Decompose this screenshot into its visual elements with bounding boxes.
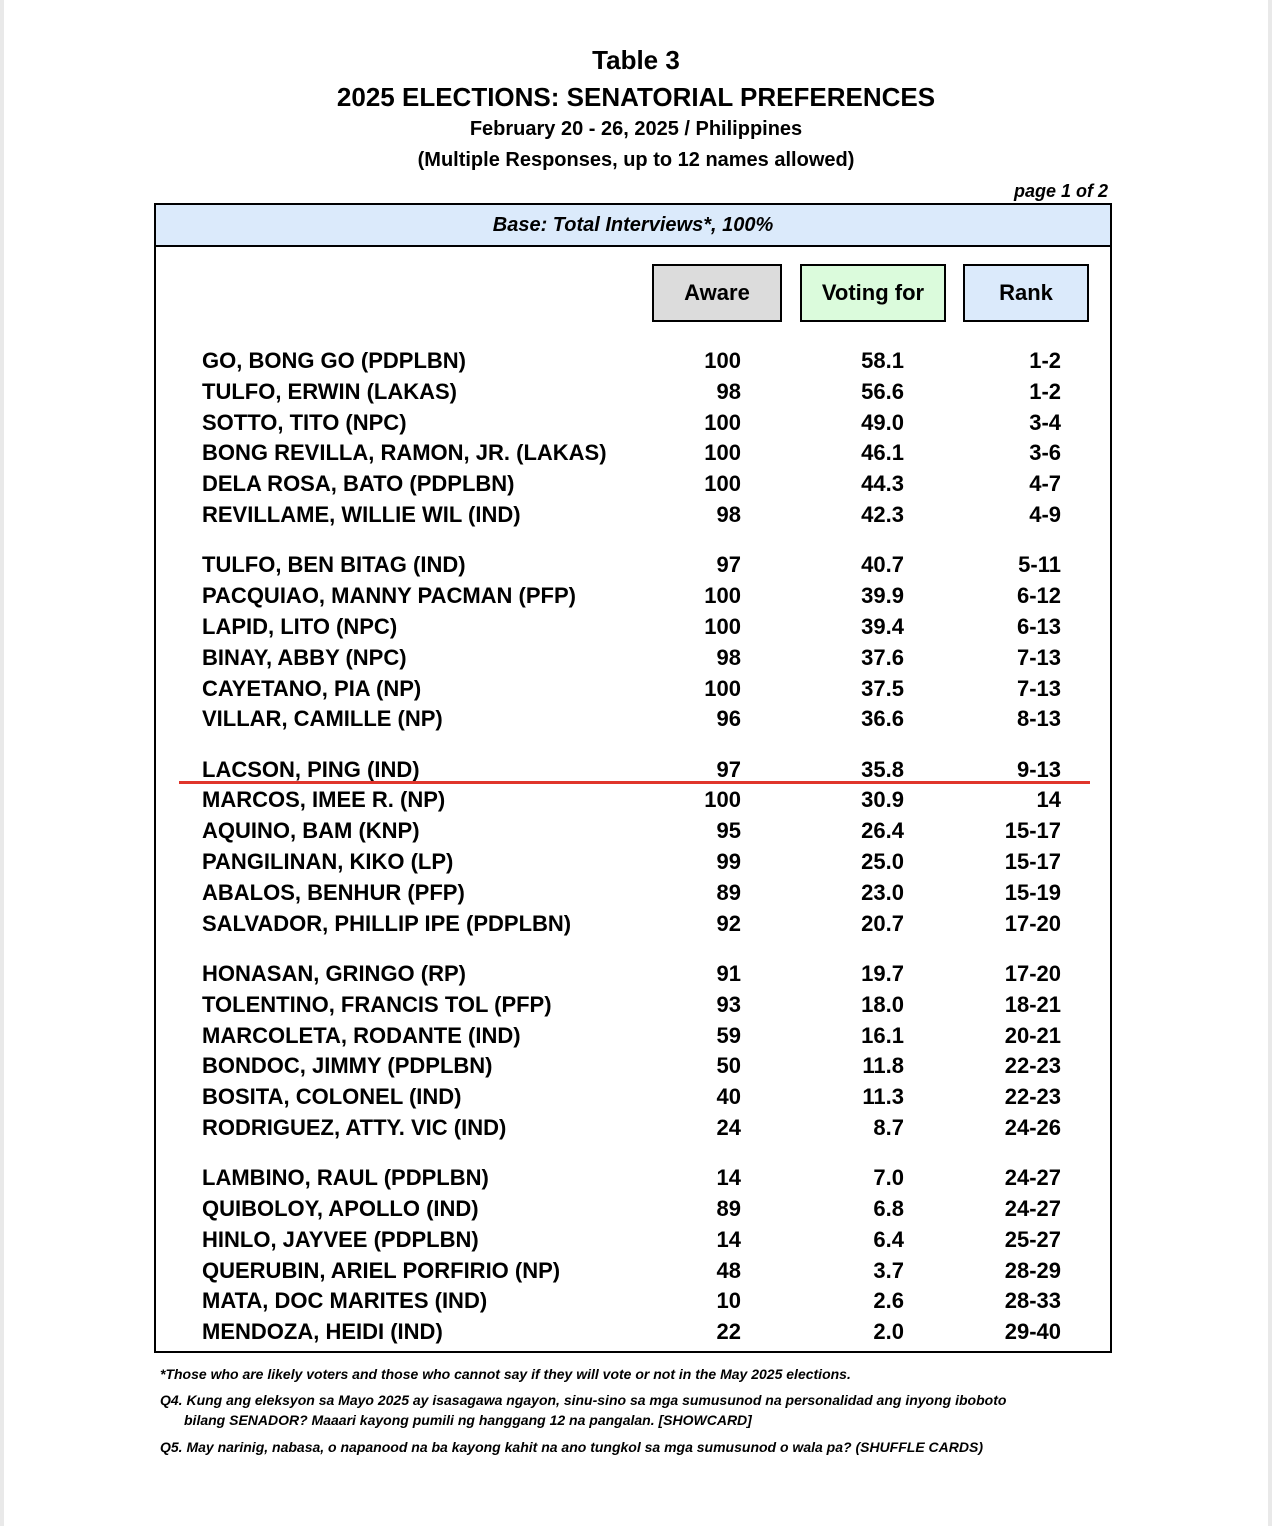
table-row	[0, 438, 1272, 468]
candidate-name: PACQUIAO, MANNY PACMAN (PFP)	[202, 583, 576, 609]
voting-for-value: 2.0	[873, 1319, 904, 1345]
voting-for-value: 39.4	[861, 613, 904, 639]
aware-value: 100	[704, 440, 741, 466]
aware-value: 97	[716, 756, 741, 782]
candidate-name: REVILLAME, WILLIE WIL (IND)	[202, 502, 521, 527]
voting-for-value: 35.8	[861, 756, 904, 782]
table-row	[0, 1286, 1272, 1316]
rank-value: 15-17	[1004, 818, 1061, 844]
voting-for-value: 40.7	[861, 552, 904, 578]
aware-value: 100	[704, 471, 741, 497]
candidate-name: LAMBINO, RAUL (PDPLBN)	[202, 1165, 489, 1191]
footnote-q4-line2: bilang SENADOR? Maaari kayong pumili ng hanggang 12 na pangalan. [SHOWCARD]	[184, 1412, 752, 1428]
voting-for-value: 58.1	[861, 348, 904, 373]
voting-for-value: 11.3	[862, 1084, 904, 1110]
table-row	[0, 408, 1272, 438]
rank-value: 3-6	[1029, 440, 1061, 466]
rank-value: 28-33	[1004, 1288, 1061, 1314]
table-row	[0, 1256, 1272, 1286]
table-row	[0, 581, 1272, 611]
aware-value: 40	[716, 1084, 741, 1110]
aware-value: 99	[716, 849, 741, 874]
candidate-name: VILLAR, CAMILLE (NP)	[202, 706, 443, 732]
rank-value: 24-26	[1004, 1114, 1061, 1140]
rank-value: 4-7	[1029, 471, 1061, 497]
footnote-q4-line1: Q4. Kung ang eleksyon sa Mayo 2025 ay isasagawa ngayon, sinu-sino sa mga sumusunod na personalidad ang inyong iboboto	[160, 1392, 1007, 1408]
rank-value: 6-13	[1016, 613, 1061, 639]
voting-for-value: 37.6	[861, 644, 904, 670]
aware-value: 22	[716, 1319, 741, 1345]
candidate-name: QUIBOLOY, APOLLO (IND)	[202, 1196, 479, 1221]
rank-value: 22-23	[1004, 1053, 1061, 1079]
column-header-aware: Aware	[652, 264, 782, 322]
table-row	[0, 612, 1272, 642]
aware-value: 98	[716, 502, 741, 527]
voting-for-value: 8.7	[873, 1114, 904, 1140]
aware-value: 100	[704, 583, 741, 609]
voting-for-value: 20.7	[861, 910, 904, 936]
aware-value: 95	[716, 818, 741, 844]
rank-value: 17-20	[1004, 960, 1061, 986]
aware-value: 96	[716, 706, 741, 732]
aware-value: 98	[716, 644, 741, 670]
table-row	[0, 1021, 1272, 1051]
aware-value: 89	[716, 879, 741, 905]
aware-value: 48	[716, 1257, 741, 1283]
aware-value: 10	[716, 1288, 741, 1314]
table-row	[0, 990, 1272, 1020]
candidate-name: DELA ROSA, BATO (PDPLBN)	[202, 471, 515, 497]
candidate-name: SOTTO, TITO (NPC)	[202, 409, 407, 435]
candidate-name: GO, BONG GO (PDPLBN)	[202, 348, 466, 373]
page-title: 2025 ELECTIONS: SENATORIAL PREFERENCES	[336, 82, 936, 112]
candidate-name: TULFO, BEN BITAG (IND)	[202, 552, 466, 578]
candidate-name: TULFO, ERWIN (LAKAS)	[202, 378, 458, 404]
table-row	[0, 643, 1272, 673]
rank-value: 25-27	[1004, 1226, 1061, 1252]
voting-for-value: 49.0	[861, 409, 904, 435]
rank-value: 3-4	[1029, 409, 1061, 435]
voting-for-value: 44.3	[861, 471, 904, 497]
candidate-name: SALVADOR, PHILLIP IPE (PDPLBN)	[202, 910, 572, 936]
table-row	[0, 550, 1272, 580]
table-row	[0, 1113, 1272, 1143]
candidate-name: MATA, DOC MARITES (IND)	[202, 1288, 488, 1314]
candidate-name: LAPID, LITO (NPC)	[202, 613, 398, 639]
candidate-name: BOSITA, COLONEL (IND)	[202, 1084, 462, 1110]
response-note: (Multiple Responses, up to 12 names allowed)	[417, 149, 855, 171]
candidate-name: AQUINO, BAM (KNP)	[202, 818, 420, 844]
survey-dates: February 20 - 26, 2025 / Philippines	[469, 118, 803, 140]
voting-for-value: 36.6	[861, 706, 904, 732]
footnote-q5: Q5. May narinig, nabasa, o napanood na ba kayong kahit na ano tungkol sa mga sumusunod o wala pa? (SHUFFLE CARDS)	[160, 1439, 983, 1455]
candidate-name: MARCOLETA, RODANTE (IND)	[202, 1022, 521, 1048]
voting-for-value: 3.7	[873, 1257, 904, 1283]
table-row	[0, 500, 1272, 530]
aware-value: 93	[716, 991, 741, 1017]
candidate-name: CAYETANO, PIA (NP)	[202, 675, 422, 701]
aware-value: 97	[716, 552, 741, 578]
table-row	[0, 909, 1272, 939]
aware-value: 50	[716, 1053, 741, 1079]
rank-value: 8-13	[1016, 706, 1061, 732]
table-row	[0, 816, 1272, 846]
voting-for-value: 6.8	[873, 1196, 904, 1221]
rank-value: 5-11	[1018, 552, 1061, 578]
aware-value: 100	[704, 675, 741, 701]
rank-value: 15-17	[1004, 849, 1061, 874]
table-row	[0, 1317, 1272, 1347]
voting-for-value: 18.0	[861, 991, 904, 1017]
column-header-rank: Rank	[963, 264, 1089, 322]
table-row	[0, 959, 1272, 989]
footnote-q4	[160, 1390, 1030, 1430]
base-label: Base: Total Interviews*, 100%	[156, 205, 1110, 247]
table-row	[0, 1194, 1272, 1224]
candidate-name: BINAY, ABBY (NPC)	[202, 644, 407, 670]
candidate-name: RODRIGUEZ, ATTY. VIC (IND)	[202, 1114, 507, 1140]
table-row	[0, 1225, 1272, 1255]
table-label: Table 3	[592, 45, 680, 75]
candidate-name: MARCOS, IMEE R. (NP)	[202, 787, 446, 813]
candidate-name: ABALOS, BENHUR (PFP)	[202, 879, 465, 905]
table-row	[0, 346, 1272, 376]
rank-value: 28-29	[1004, 1257, 1061, 1283]
candidate-name: MENDOZA, HEIDI (IND)	[202, 1319, 443, 1345]
aware-value: 92	[716, 910, 741, 936]
candidate-name: LACSON, PING (IND)	[202, 756, 420, 782]
candidate-name: TOLENTINO, FRANCIS TOL (PFP)	[202, 991, 552, 1017]
rank-value: 20-21	[1004, 1022, 1061, 1048]
table-row	[0, 847, 1272, 877]
aware-value: 100	[704, 613, 741, 639]
aware-value: 98	[716, 378, 741, 404]
candidate-name: PANGILINAN, KIKO (LP)	[202, 849, 454, 874]
rank-value: 22-23	[1004, 1084, 1061, 1110]
voting-for-value: 7.0	[873, 1165, 904, 1191]
aware-value: 100	[704, 787, 741, 813]
voting-for-value: 23.0	[861, 879, 904, 905]
page-number: page 1 of 2	[1013, 181, 1108, 201]
rank-value: 6-12	[1016, 583, 1061, 609]
aware-value: 91	[716, 960, 741, 986]
top-12-cutoff-line	[179, 781, 1090, 784]
voting-for-value: 2.6	[873, 1288, 904, 1314]
voting-for-value: 6.4	[873, 1226, 904, 1252]
aware-value: 14	[716, 1226, 741, 1252]
candidate-name: HINLO, JAYVEE (PDPLBN)	[202, 1226, 479, 1252]
aware-value: 89	[716, 1196, 741, 1221]
voting-for-value: 30.9	[861, 787, 904, 813]
table-row	[0, 1163, 1272, 1193]
candidate-name: BONG REVILLA, RAMON, JR. (LAKAS)	[202, 440, 607, 466]
rank-value: 1-2	[1029, 348, 1061, 373]
rank-value: 18-21	[1004, 991, 1061, 1017]
aware-value: 100	[704, 348, 741, 373]
table-row	[0, 469, 1272, 499]
candidate-name: QUERUBIN, ARIEL PORFIRIO (NP)	[202, 1257, 561, 1283]
rank-value: 29-40	[1004, 1319, 1061, 1345]
table-row	[0, 704, 1272, 734]
rank-value: 4-9	[1029, 502, 1061, 527]
column-header-voting-for: Voting for	[800, 264, 946, 322]
voting-for-value: 46.1	[861, 440, 904, 466]
table-row	[0, 878, 1272, 908]
table-row	[0, 1051, 1272, 1081]
rank-value: 7-13	[1016, 644, 1061, 670]
voting-for-value: 16.1	[861, 1022, 904, 1048]
voting-for-value: 11.8	[862, 1053, 904, 1079]
table-row	[0, 377, 1272, 407]
rank-value: 14	[1036, 787, 1061, 813]
rank-value: 7-13	[1016, 675, 1061, 701]
voting-for-value: 37.5	[861, 675, 904, 701]
table-row	[0, 1082, 1272, 1112]
aware-value: 100	[704, 409, 741, 435]
rank-value: 15-19	[1004, 879, 1061, 905]
rank-value: 17-20	[1004, 910, 1061, 936]
aware-value: 24	[716, 1114, 741, 1140]
table-row	[0, 785, 1272, 815]
table-row	[0, 674, 1272, 704]
candidate-name: HONASAN, GRINGO (RP)	[202, 960, 466, 986]
voting-for-value: 56.6	[861, 378, 904, 404]
rank-value: 9-13	[1016, 756, 1061, 782]
footnote-base: *Those who are likely voters and those who cannot say if they will vote or not in the May 2025 elections.	[160, 1366, 851, 1382]
aware-value: 59	[716, 1022, 741, 1048]
rank-value: 24-27	[1004, 1196, 1061, 1221]
voting-for-value: 42.3	[861, 502, 904, 527]
voting-for-value: 39.9	[861, 583, 904, 609]
candidate-name: BONDOC, JIMMY (PDPLBN)	[202, 1053, 493, 1079]
voting-for-value: 19.7	[861, 960, 904, 986]
voting-for-value: 25.0	[861, 849, 904, 874]
aware-value: 14	[716, 1165, 741, 1191]
rank-value: 24-27	[1004, 1165, 1061, 1191]
voting-for-value: 26.4	[861, 818, 904, 844]
rank-value: 1-2	[1029, 378, 1061, 404]
